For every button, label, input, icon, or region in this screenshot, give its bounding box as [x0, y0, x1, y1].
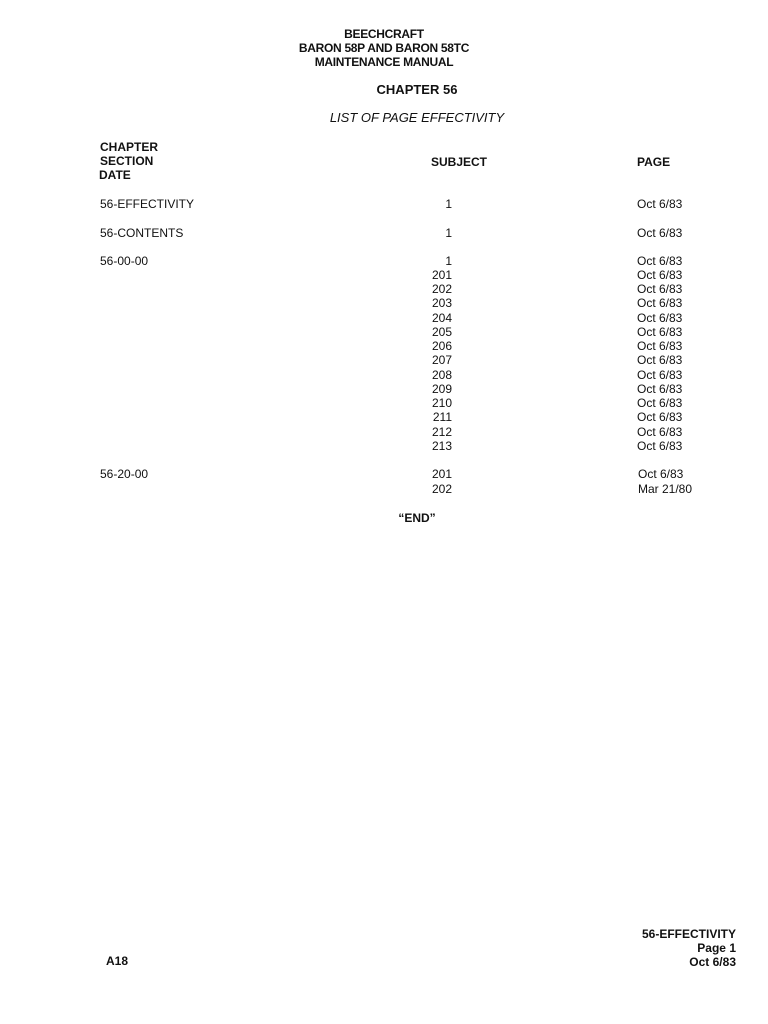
row-page: Oct 6/83	[637, 268, 683, 282]
row-subject: 205	[432, 325, 453, 339]
manual-title: MAINTENANCE MANUAL	[314, 55, 454, 69]
row-page: Mar 21/80	[638, 482, 693, 496]
row-subject: 211	[432, 410, 452, 424]
column-header-subject: SUBJECT	[431, 155, 488, 169]
model-title: BARON 58P AND BARON 58TC	[298, 41, 470, 55]
row-subject: 203	[432, 296, 453, 310]
row-section: 56-00-00	[100, 254, 149, 268]
row-section: 56-CONTENTS	[100, 226, 184, 240]
row-subject: 209	[432, 382, 453, 396]
row-subject: 1	[445, 254, 452, 268]
footer-code: A18	[106, 954, 129, 968]
row-page: Oct 6/83	[637, 325, 683, 339]
row-page: Oct 6/83	[637, 410, 683, 424]
row-page: Oct 6/83	[637, 368, 683, 382]
row-page: Oct 6/83	[637, 311, 683, 325]
row-page: Oct 6/83	[637, 197, 683, 211]
chapter-title: CHAPTER 56	[376, 82, 458, 97]
row-subject: 1	[445, 226, 452, 240]
row-page: Oct 6/83	[637, 254, 683, 268]
row-section: 56-EFFECTIVITY	[100, 197, 195, 211]
footer-page: Page 1	[697, 941, 736, 955]
row-subject: 213	[432, 439, 453, 453]
row-subject: 202	[432, 282, 453, 296]
row-subject: 210	[432, 396, 453, 410]
column-header-chapter: CHAPTER	[100, 140, 159, 154]
row-page: Oct 6/83	[638, 467, 684, 481]
row-page: Oct 6/83	[637, 439, 683, 453]
row-subject: 207	[432, 353, 453, 367]
row-subject: 208	[432, 368, 453, 382]
end-marker: “END”	[398, 511, 436, 525]
row-page: Oct 6/83	[637, 226, 683, 240]
row-subject: 202	[432, 482, 453, 496]
column-header-page: PAGE	[637, 155, 671, 169]
row-page: Oct 6/83	[637, 425, 683, 439]
footer-date: Oct 6/83	[689, 955, 736, 969]
footer-effectivity: 56-EFFECTIVITY	[641, 927, 736, 941]
row-subject: 201	[432, 467, 453, 481]
page-subtitle: LIST OF PAGE EFFECTIVITY	[329, 110, 505, 125]
row-page: Oct 6/83	[637, 339, 683, 353]
row-page: Oct 6/83	[637, 296, 683, 310]
row-section: 56-20-00	[100, 467, 149, 481]
column-header-section: SECTION	[100, 154, 154, 168]
manufacturer-title: BEECHCRAFT	[344, 27, 424, 41]
row-subject: 201	[432, 268, 453, 282]
row-subject: 1	[445, 197, 452, 211]
column-header-date: DATE	[99, 168, 131, 182]
row-subject: 212	[432, 425, 453, 439]
row-page: Oct 6/83	[637, 353, 683, 367]
row-subject: 206	[432, 339, 453, 353]
row-page: Oct 6/83	[637, 282, 683, 296]
row-page: Oct 6/83	[637, 382, 683, 396]
row-subject: 204	[432, 311, 453, 325]
row-page: Oct 6/83	[637, 396, 683, 410]
